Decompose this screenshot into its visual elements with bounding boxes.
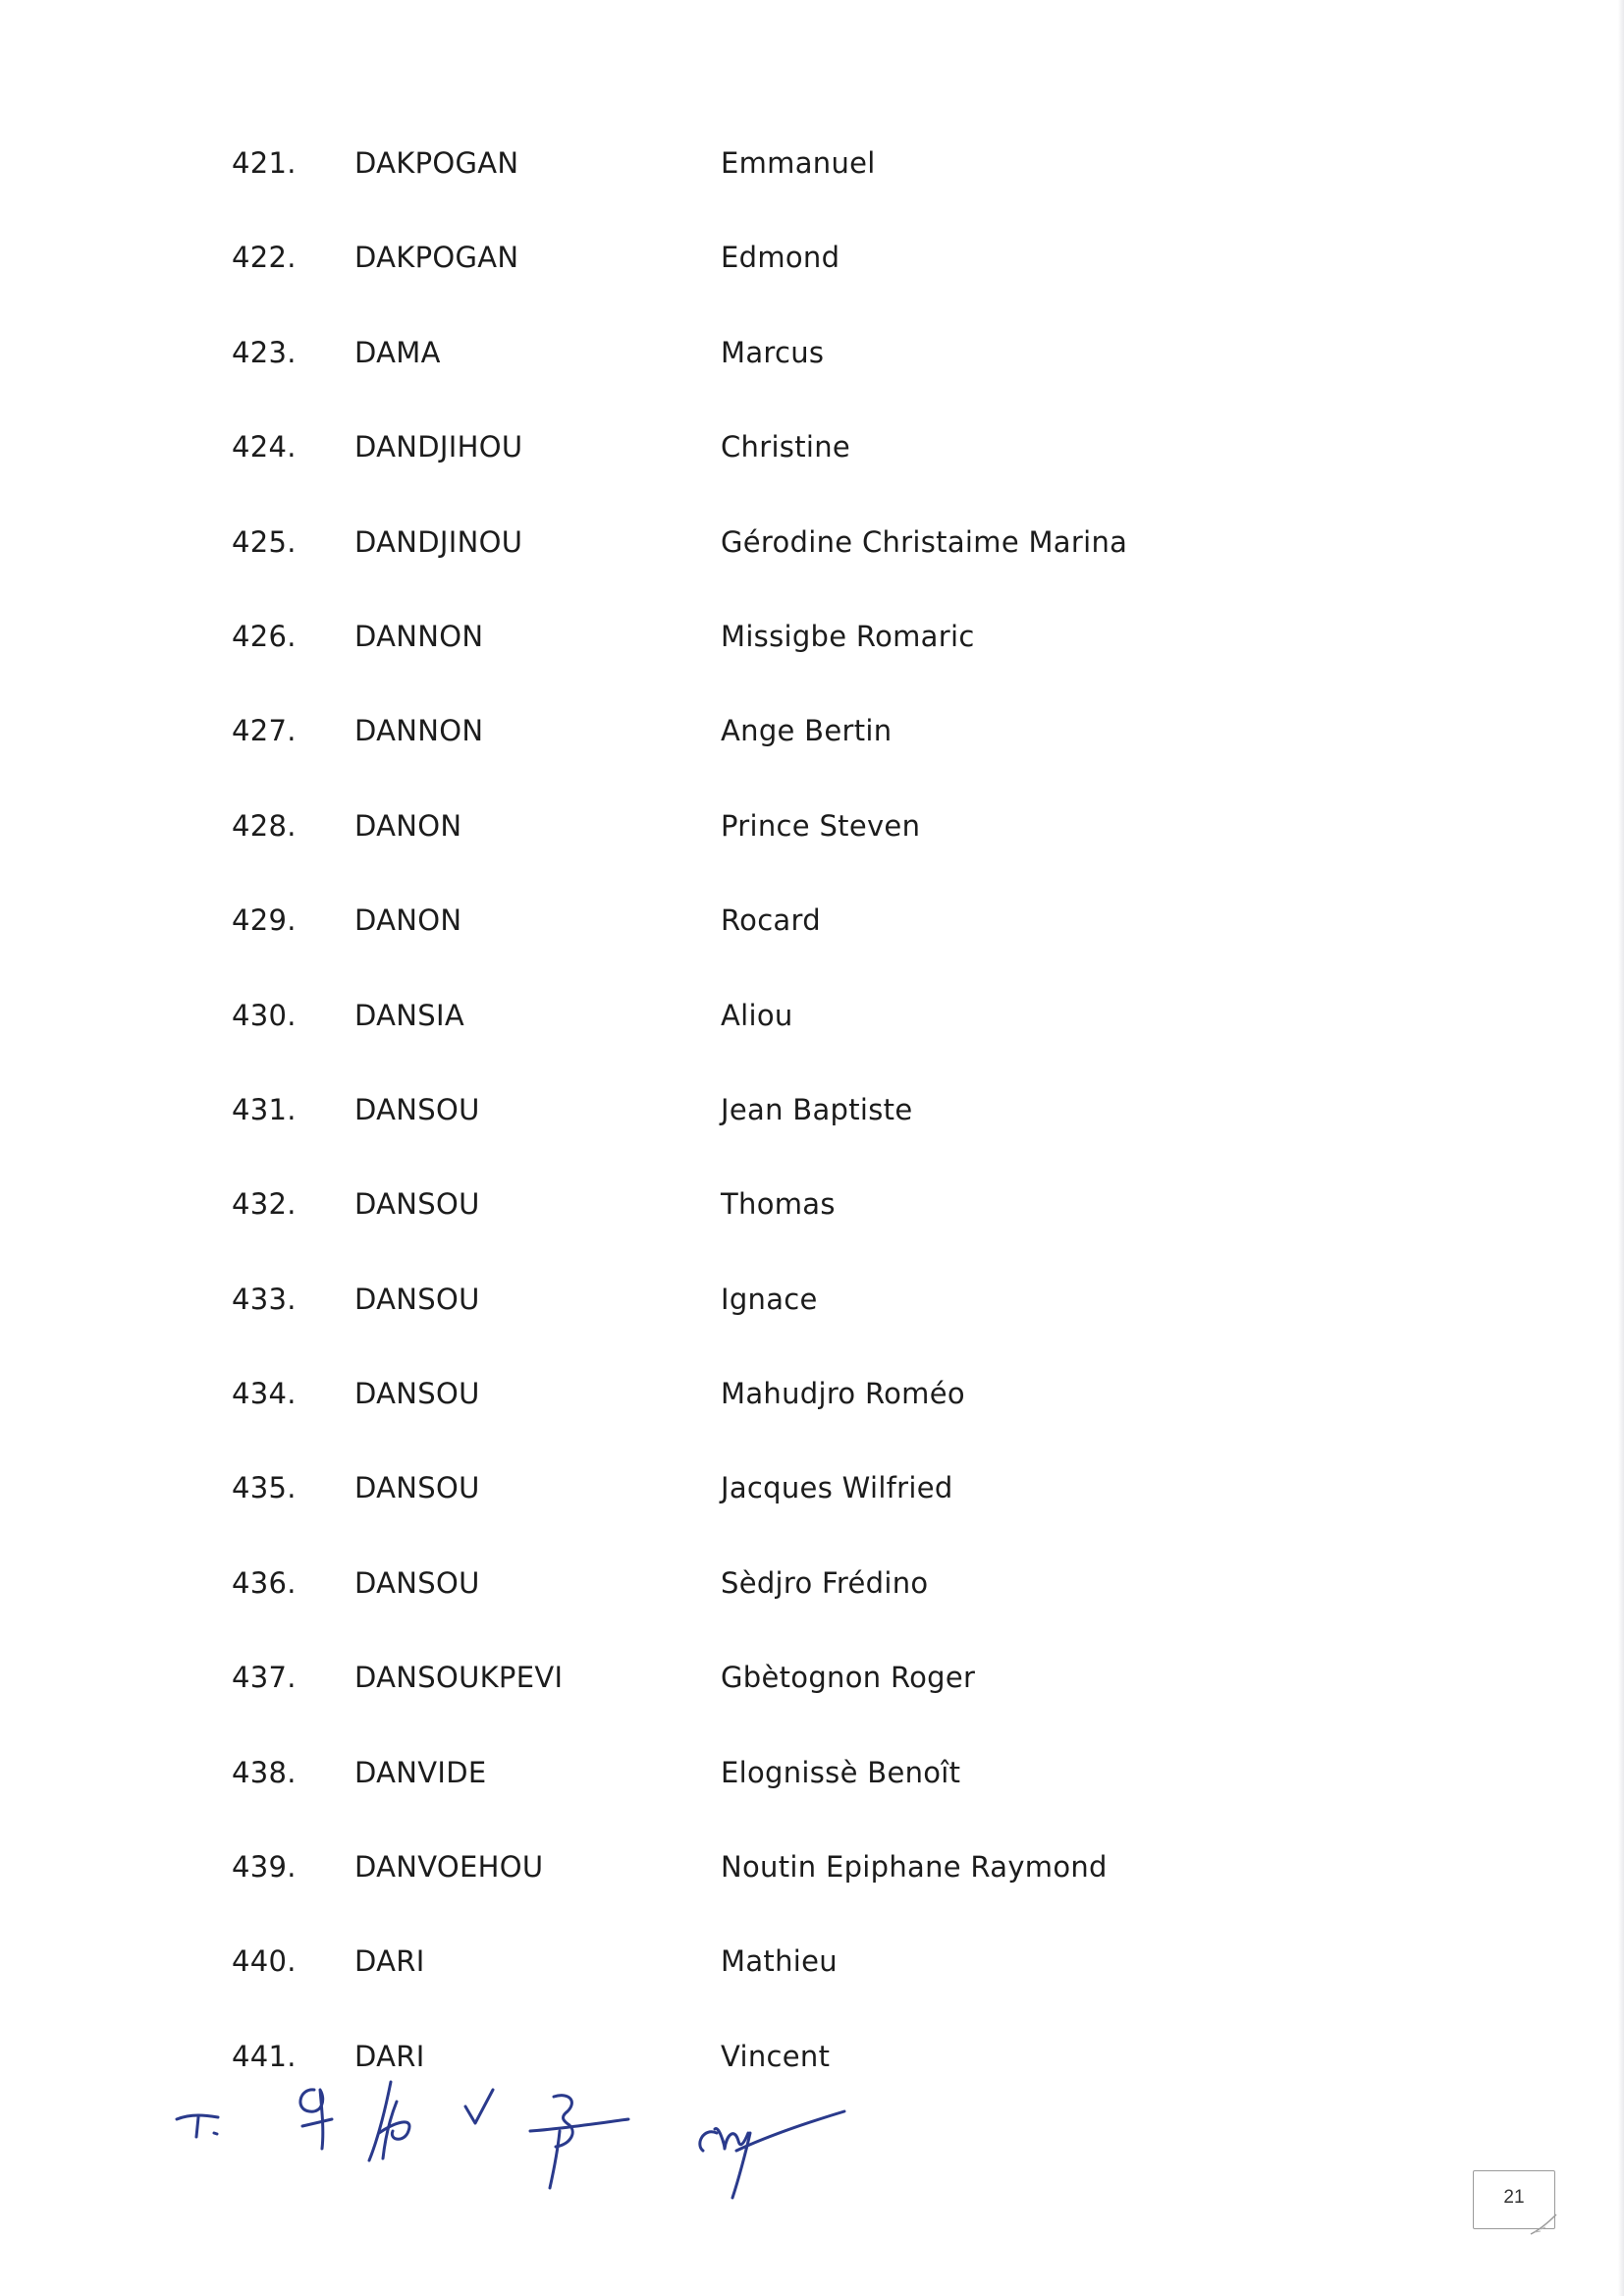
list-item [232, 998, 1214, 1092]
entry-last-name: DANNON [354, 619, 484, 653]
entry-number: 421. [232, 146, 297, 180]
entry-number: 441. [232, 2039, 297, 2073]
list-item [232, 1470, 1214, 1564]
handwritten-initials-signature [157, 2072, 864, 2219]
entry-first-name: Sèdjro Frédino [721, 1565, 929, 1600]
entry-first-name: Gbètognon Roger [721, 1661, 976, 1695]
entry-last-name: DANNON [354, 714, 484, 748]
entry-number: 440. [232, 1944, 297, 1979]
entry-first-name: Missigbe Romaric [721, 619, 975, 653]
name-list [232, 145, 1214, 2133]
entry-first-name: Emmanuel [721, 146, 876, 180]
list-item [232, 1186, 1214, 1281]
scan-edge-shadow [1618, 0, 1624, 2296]
entry-number: 429. [232, 903, 297, 938]
entry-first-name: Noutin Epiphane Raymond [721, 1850, 1108, 1885]
entry-number: 425. [232, 524, 297, 559]
entry-number: 423. [232, 335, 297, 369]
list-item [232, 1660, 1214, 1754]
entry-first-name: Elognissè Benoît [721, 1755, 961, 1789]
entry-first-name: Christine [721, 430, 851, 465]
entry-number: 424. [232, 430, 297, 465]
list-item [232, 713, 1214, 807]
list-item [232, 524, 1214, 619]
entry-last-name: DARI [354, 1944, 425, 1979]
entry-last-name: DANVIDE [354, 1755, 487, 1789]
list-item [232, 240, 1214, 334]
list-item [232, 1849, 1214, 1943]
entry-number: 439. [232, 1850, 297, 1885]
entry-number: 432. [232, 1187, 297, 1222]
entry-first-name: Jean Baptiste [721, 1092, 913, 1126]
list-item [232, 335, 1214, 429]
entry-last-name: DANON [354, 808, 462, 843]
page-curl-icon [1529, 2213, 1558, 2236]
entry-first-name: Gérodine Christaime Marina [721, 524, 1128, 559]
list-item [232, 1282, 1214, 1376]
entry-last-name: DANSOU [354, 1092, 480, 1126]
list-item [232, 1943, 1214, 2038]
entry-number: 426. [232, 619, 297, 653]
entry-first-name: Edmond [721, 241, 840, 275]
entry-number: 436. [232, 1565, 297, 1600]
entry-first-name: Ignace [721, 1282, 818, 1316]
entry-number: 431. [232, 1092, 297, 1126]
entry-last-name: DANSOU [354, 1377, 480, 1411]
entry-last-name: DAMA [354, 335, 441, 369]
entry-last-name: DANSOU [354, 1471, 480, 1505]
list-item [232, 1376, 1214, 1470]
entry-number: 437. [232, 1661, 297, 1695]
entry-number: 433. [232, 1282, 297, 1316]
entry-last-name: DANSOU [354, 1565, 480, 1600]
list-item [232, 902, 1214, 997]
entry-last-name: DANSIA [354, 998, 464, 1032]
list-item [232, 808, 1214, 902]
list-item [232, 145, 1214, 240]
entry-number: 434. [232, 1377, 297, 1411]
list-item [232, 1092, 1214, 1186]
entry-first-name: Mathieu [721, 1944, 838, 1979]
entry-last-name: DARI [354, 2039, 425, 2073]
entry-last-name: DANDJINOU [354, 524, 523, 559]
entry-first-name: Mahudjro Roméo [721, 1377, 965, 1411]
page-number-box [1473, 2170, 1555, 2229]
entry-last-name: DAKPOGAN [354, 241, 519, 275]
entry-first-name: Thomas [721, 1187, 836, 1222]
page-number: 21 [1503, 2187, 1525, 2208]
entry-first-name: Aliou [721, 998, 793, 1032]
entry-number: 435. [232, 1471, 297, 1505]
entry-number: 438. [232, 1755, 297, 1789]
entry-number: 422. [232, 241, 297, 275]
entry-first-name: Prince Steven [721, 808, 921, 843]
entry-last-name: DANSOUKPEVI [354, 1661, 564, 1695]
entry-last-name: DANON [354, 903, 462, 938]
entry-last-name: DANSOU [354, 1282, 480, 1316]
entry-last-name: DANVOEHOU [354, 1850, 544, 1885]
entry-number: 427. [232, 714, 297, 748]
entry-last-name: DAKPOGAN [354, 146, 519, 180]
list-item [232, 429, 1214, 523]
entry-first-name: Marcus [721, 335, 825, 369]
list-item [232, 1565, 1214, 1660]
list-item [232, 619, 1214, 713]
entry-number: 428. [232, 808, 297, 843]
entry-first-name: Vincent [721, 2039, 831, 2073]
list-item [232, 1755, 1214, 1849]
entry-number: 430. [232, 998, 297, 1032]
entry-first-name: Jacques Wilfried [721, 1471, 953, 1505]
entry-first-name: Rocard [721, 903, 821, 938]
entry-first-name: Ange Bertin [721, 714, 893, 748]
entry-last-name: DANDJIHOU [354, 430, 523, 465]
entry-last-name: DANSOU [354, 1187, 480, 1222]
